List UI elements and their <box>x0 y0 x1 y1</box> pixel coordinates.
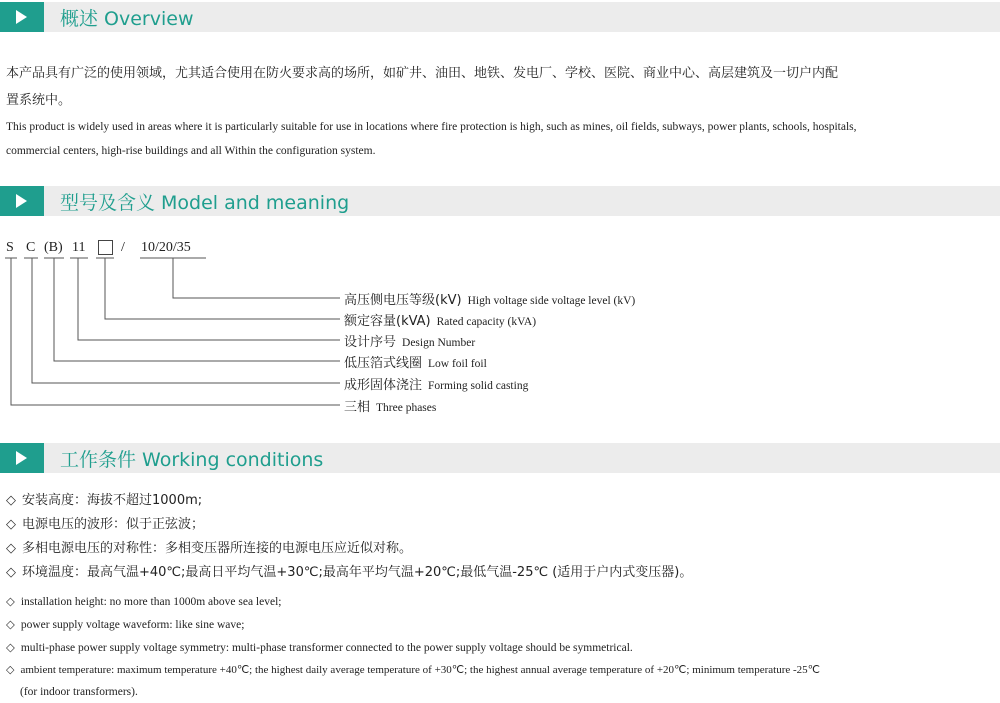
condition-cn-item: ◇ 电源电压的波形：似于正弦波； <box>6 517 205 532</box>
condition-cn-item: ◇ 环境温度：最高气温+40℃;最高日平均气温+30℃;最高年平均气温+20℃;最低气温-25℃ (适用于户内式变压器)。 <box>6 565 693 580</box>
model-code-voltage: 10/20/35 <box>141 240 191 255</box>
model-label-casting: 成形固体浇注 Forming solid casting <box>344 378 529 393</box>
model-label-design-number: 设计序号 Design Number <box>344 335 476 350</box>
condition-en-item: ◇ installation height: no more than 1000m above sea level; <box>6 596 282 608</box>
diamond-icon: ◇ <box>6 642 15 654</box>
condition-en-continuation: (for indoor transformers). <box>20 686 138 698</box>
model-code-s: S <box>6 240 14 255</box>
condition-cn-item: ◇ 多相电源电压的对称性：多相变压器所连接的电源电压应近似对称。 <box>6 541 413 556</box>
overview-cn-line1: 本产品具有广泛的使用领域，尤其适合使用在防火要求高的场所，如矿井、油田、地铁、发电厂、学校、医院、商业中心、高层建筑及一切户内配 <box>6 66 839 81</box>
model-label-voltage: 高压侧电压等级(kV) High voltage side voltage level (kV) <box>344 293 636 308</box>
diamond-icon: ◇ <box>6 619 15 631</box>
model-code-c: C <box>26 240 36 255</box>
diamond-icon: ◇ <box>6 517 16 532</box>
diamond-icon: ◇ <box>6 565 16 580</box>
model-code-b: (B) <box>44 240 63 255</box>
overview-en-line2: commercial centers, high-rise buildings and all Within the configuration system. <box>6 145 376 157</box>
diamond-icon: ◇ <box>6 596 15 608</box>
section-title-conditions: 工作条件 Working conditions <box>60 448 324 471</box>
model-code-number: 11 <box>72 240 86 255</box>
condition-en-item: ◇ power supply voltage waveform: like sine wave; <box>6 619 245 631</box>
condition-en-item: ◇ multi-phase power supply voltage symmetry: multi-phase transformer connected to the power supply voltage should be symmetrical. <box>6 642 633 654</box>
overview-cn-line2: 置系统中。 <box>6 93 72 108</box>
model-label-foil: 低压箔式线圈 Low foil foil <box>344 356 487 371</box>
section-header-conditions <box>0 443 1000 473</box>
diamond-icon: ◇ <box>6 541 16 556</box>
condition-en-item: ◇ ambient temperature: maximum temperature +40℃; the highest daily average temperature of +30℃; the highest annual average temperature of +20℃; minimum temperature -25℃ <box>6 664 821 676</box>
model-code-slash: / <box>121 240 125 255</box>
model-label-capacity: 额定容量(kVA) Rated capacity (kVA) <box>344 314 537 329</box>
section-title-overview: 概述 Overview <box>60 7 194 30</box>
diamond-icon: ◇ <box>6 664 15 676</box>
play-arrow-icon <box>0 443 44 473</box>
section-title-model: 型号及含义 Model and meaning <box>60 191 350 214</box>
condition-cn-item: ◇ 安装高度：海拔不超过1000m; <box>6 493 203 508</box>
diamond-icon: ◇ <box>6 493 16 508</box>
overview-en-line1: This product is widely used in areas where it is particularly suitable for use in locations where fire protection is high, such as mines, oil fields, subways, power plants, schools, hospitals, <box>6 121 857 133</box>
model-label-three-phases: 三相 Three phases <box>344 400 437 415</box>
